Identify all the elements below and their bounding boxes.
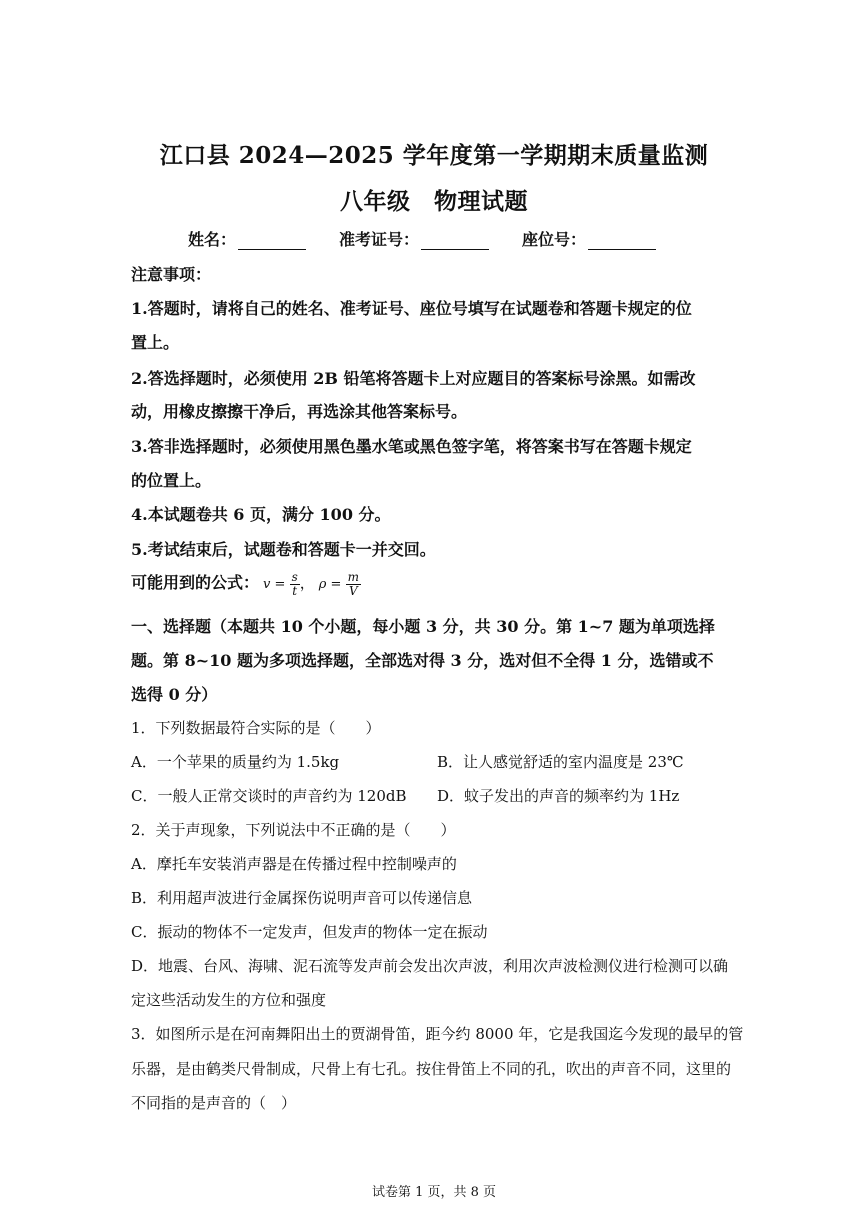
exam-number-blank — [421, 234, 489, 250]
notice-line: 的位置上。 — [131, 471, 212, 490]
seat-number-field — [522, 227, 656, 250]
notice-line: 置上。 — [131, 333, 180, 352]
question-stem: 3．如图所示是在河南舞阳出土的贾湖骨笛，距今约 8000 年，它是我国迄今发现的最早的管 — [131, 1025, 744, 1043]
question-stem-continued: 不同指的是声音的（ ） — [131, 1094, 297, 1112]
notice-line: 4.本试题卷共 6 页，满分 100 分。 — [131, 505, 391, 524]
name-field — [188, 227, 306, 250]
option-d: D．蚊子发出的声音的频率约为 1Hz — [437, 787, 680, 805]
option-c: C．振动的物体不一定发声，但发声的物体一定在振动 — [131, 923, 488, 941]
formula-s: s — [291, 570, 298, 584]
option-a: A．一个苹果的质量约为 1.5kg — [131, 753, 340, 771]
formula-m: m — [347, 570, 359, 584]
notice-heading: 注意事项： — [131, 265, 212, 284]
fraction-s-over-t — [290, 571, 300, 598]
option-b: B．让人感觉舒适的室内温度是 23℃ — [437, 753, 684, 771]
option-d: D．地震、台风、海啸、泥石流等发声前会发出次声波，利用次声波检测仪进行检测可以确 — [131, 957, 729, 975]
formula-v: v — [263, 577, 271, 592]
exam-number-field — [339, 227, 489, 250]
name-label: 姓名： — [188, 230, 237, 249]
seat-number-blank — [588, 234, 656, 250]
density-formula — [318, 570, 361, 598]
exam-subtitle: 八年级 物理试题 — [340, 188, 528, 215]
notice-line: 3.答非选择题时，必须使用黑色墨水笔或黑色签字笔，将答案书写在答题卡规定 — [131, 437, 692, 456]
page-footer: 试卷第 1 页，共 8 页 — [371, 1185, 497, 1200]
question-stem: 2．关于声现象，下列说法中不正确的是（ ） — [131, 821, 456, 839]
formula-t: t — [292, 584, 298, 598]
notice-line: 2.答选择题时，必须使用 2B 铅笔将答题卡上对应题目的答案标号涂黑。如需改 — [131, 369, 696, 388]
seat-number-label: 座位号： — [522, 230, 587, 249]
option-d-continued: 定这些活动发生的方位和强度 — [131, 991, 327, 1009]
notice-line: 动，用橡皮擦擦干净后，再选涂其他答案标号。 — [131, 402, 468, 421]
section-heading-line: 一、选择题（本题共 10 个小题，每小题 3 分，共 30 分。第 1~7 题为单项选择 — [131, 617, 715, 636]
formula-label: 可能用到的公式： — [131, 573, 260, 592]
formula-line — [131, 570, 361, 598]
section-heading-line: 选得 0 分） — [131, 685, 218, 704]
formula-rho: ρ — [318, 577, 327, 592]
exam-title: 江口县 2024—2025 学年度第一学期期末质量监测 — [159, 142, 709, 169]
formula-eq: = — [274, 577, 286, 592]
section-heading-line: 题。第 8~10 题为多项选择题，全部选对得 3 分，选对但不全得 1 分，选错或不 — [131, 651, 714, 670]
formula-separator: ， — [299, 574, 315, 592]
speed-formula — [263, 570, 300, 598]
name-blank — [238, 234, 306, 250]
option-b: B．利用超声波进行金属探伤说明声音可以传递信息 — [131, 889, 473, 907]
student-info-row — [188, 227, 656, 250]
fraction-m-over-v — [346, 571, 361, 598]
exam-number-label: 准考证号： — [339, 230, 420, 249]
question-stem-continued: 乐器，是由鹤类尺骨制成，尺骨上有七孔。按住骨笛上不同的孔，吹出的声音不同，这里的 — [131, 1060, 732, 1078]
formula-V: V — [348, 584, 358, 598]
option-a: A．摩托车安装消声器是在传播过程中控制噪声的 — [131, 855, 457, 873]
option-c: C．一般人正常交谈时的声音约为 120dB — [131, 787, 407, 805]
notice-line: 5.考试结束后，试题卷和答题卡一并交回。 — [131, 540, 436, 559]
notice-line: 1.答题时，请将自己的姓名、准考证号、座位号填写在试题卷和答题卡规定的位 — [131, 299, 692, 318]
question-stem: 1．下列数据最符合实际的是（ ） — [131, 719, 381, 737]
formula-eq: = — [330, 577, 342, 592]
